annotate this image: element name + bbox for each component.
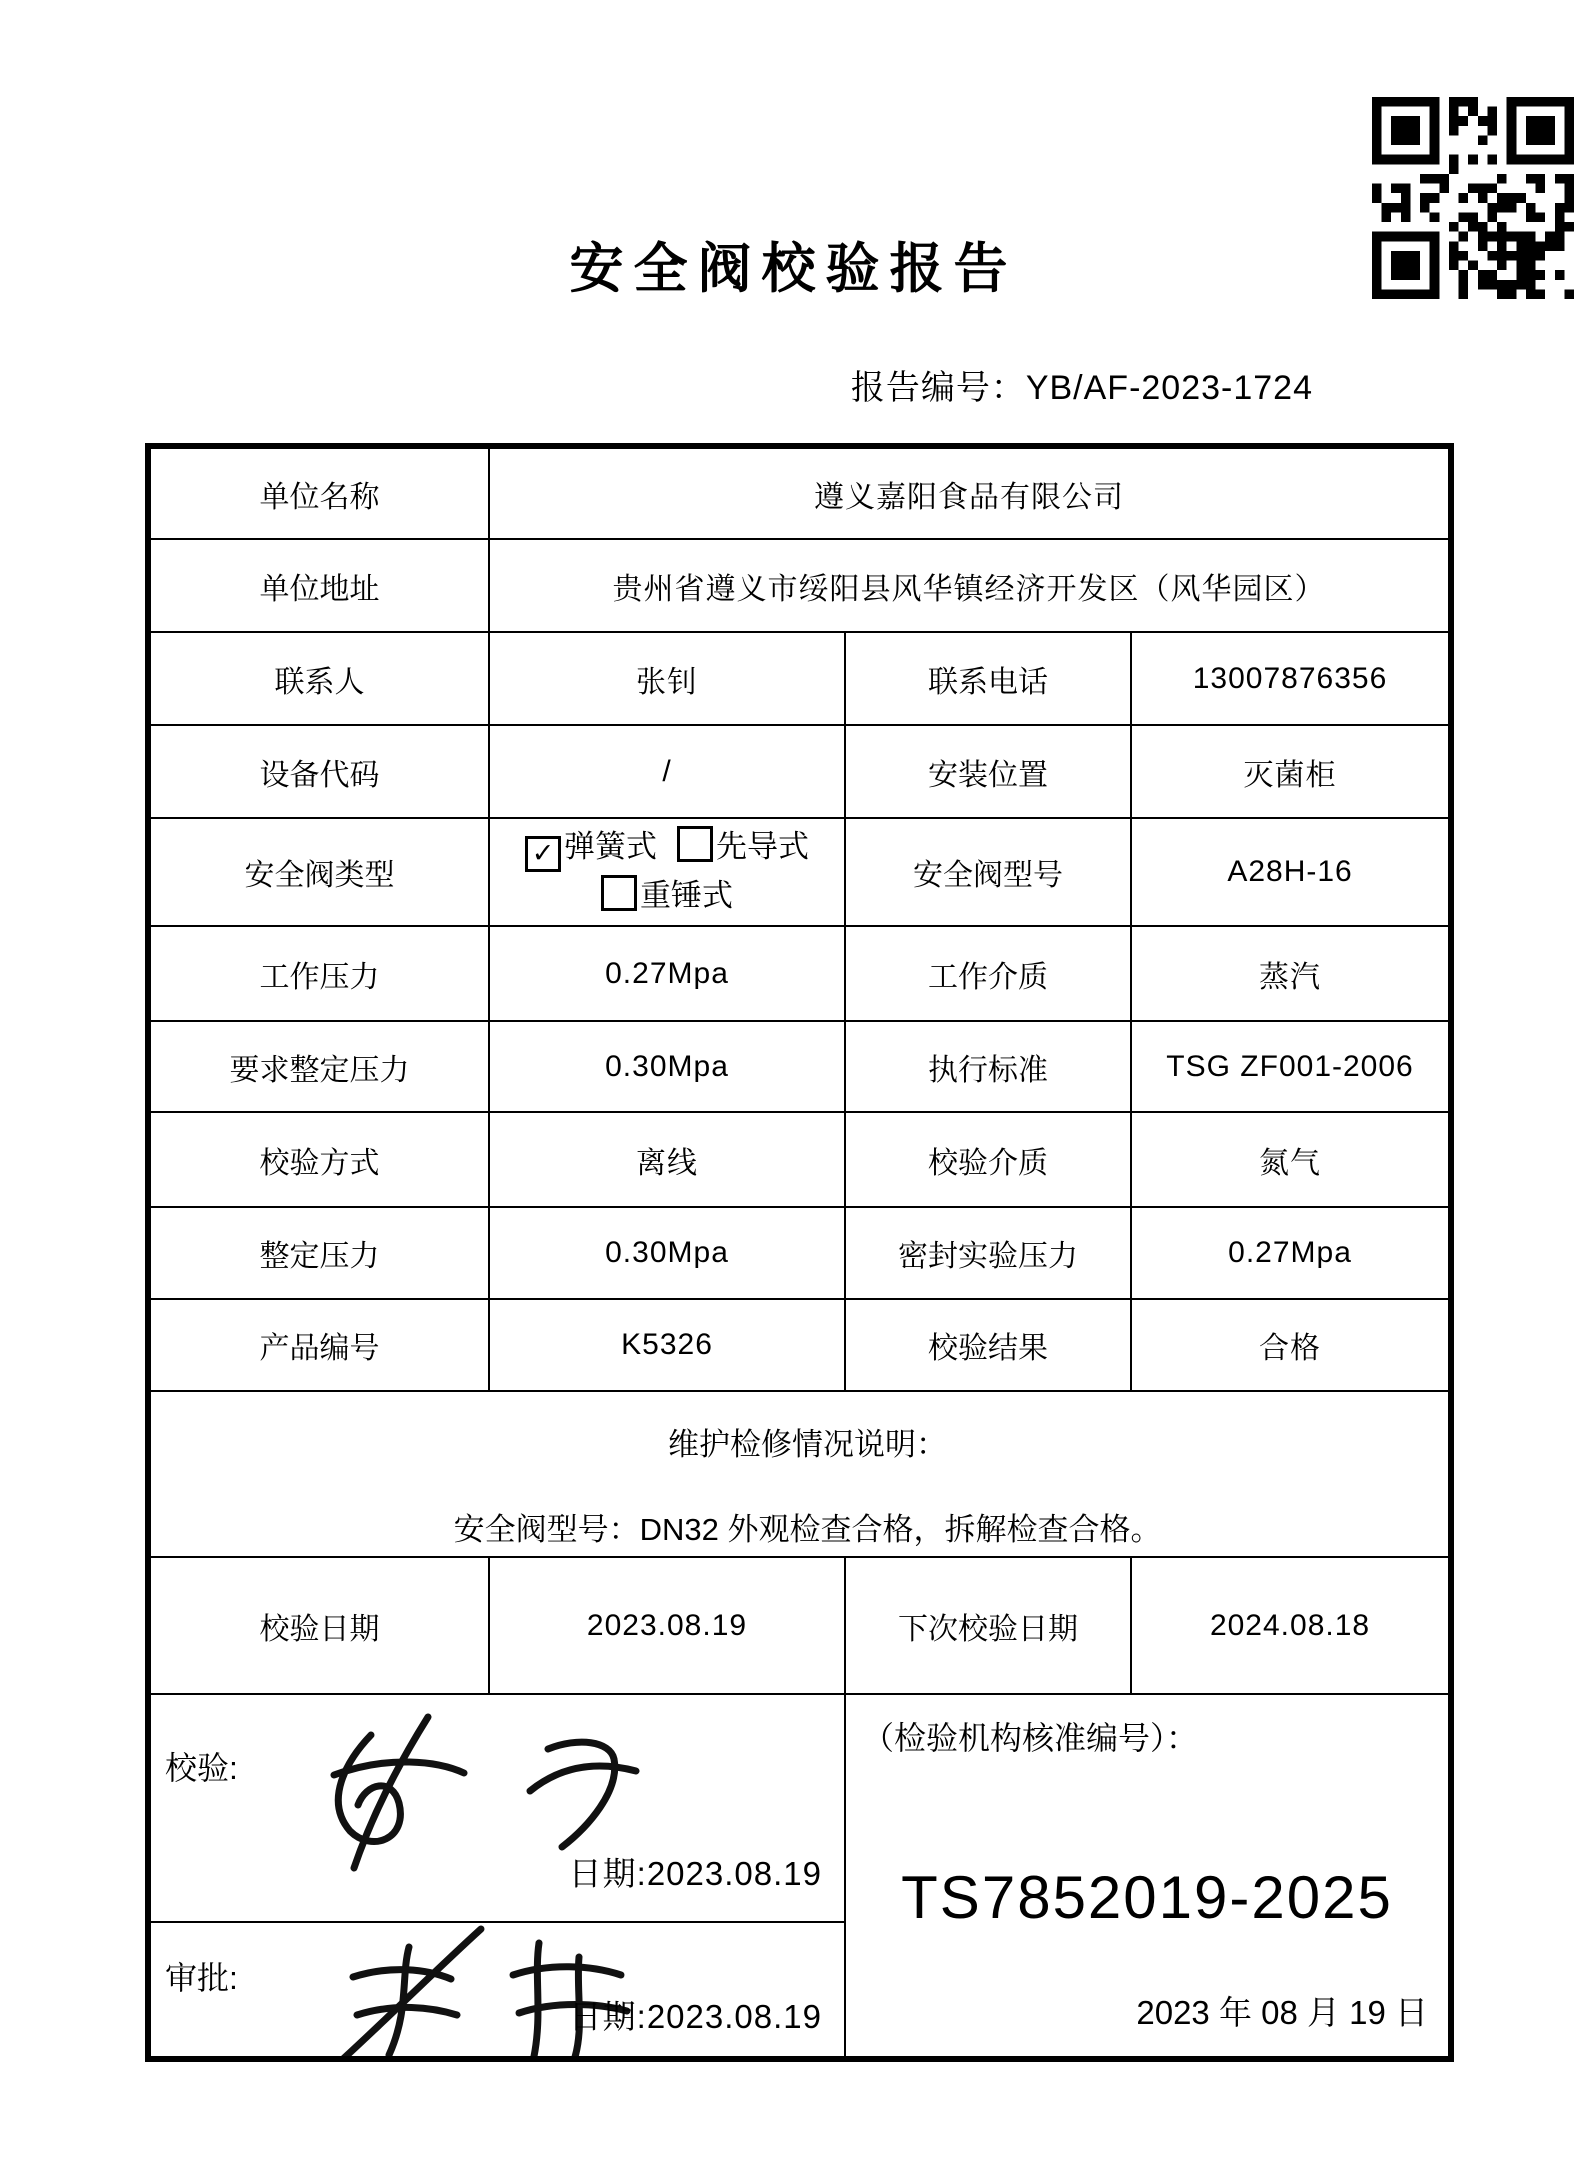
report-number <box>851 360 1313 409</box>
approver-signature-cell <box>148 1922 845 2059</box>
checkbox-pilot-type-label: 先导式 <box>716 829 809 864</box>
calibrator-signature-cell <box>148 1694 845 1922</box>
field-install-location-label: 安装位置 <box>845 725 1131 818</box>
field-valve-type-options <box>489 818 845 926</box>
field-standard-label: 执行标准 <box>845 1021 1131 1112</box>
field-install-location-value: 灭菌柜 <box>1131 725 1451 818</box>
calibrator-date-value: 2023.08.19 <box>646 1855 822 1892</box>
field-working-medium-value: 蒸汽 <box>1131 926 1451 1021</box>
field-working-medium-label: 工作介质 <box>845 926 1131 1021</box>
row-unit-address <box>148 539 1451 632</box>
report-number-value: YB/AF-2023-1724 <box>1025 369 1313 407</box>
org-code-value: TS7852019-2025 <box>901 1864 1393 1931</box>
field-phone-label: 联系电话 <box>845 632 1131 725</box>
checkbox-lever-type <box>601 872 733 920</box>
calibrator-label: 校验: <box>165 1750 238 1786</box>
approver-date-label: 日期: <box>568 1998 647 2035</box>
field-calibration-date-label: 校验日期 <box>148 1557 489 1694</box>
field-device-code-value: / <box>489 725 845 818</box>
field-working-pressure-label: 工作压力 <box>148 926 489 1021</box>
checkbox-lever-type-label: 重锤式 <box>640 878 733 913</box>
row-calibration-date <box>148 1557 1451 1694</box>
row-maintenance-note <box>148 1391 1451 1557</box>
report-title: 安全阀校验报告 <box>569 236 1018 300</box>
maintenance-note-content: 安全阀型号：DN32 外观检查合格，拆解检查合格。 <box>453 1512 1162 1547</box>
report-table <box>145 443 1454 2062</box>
field-calibration-medium-value: 氮气 <box>1131 1112 1451 1207</box>
field-calibration-method-value: 离线 <box>489 1112 845 1207</box>
field-seal-test-pressure-label: 密封实验压力 <box>845 1207 1131 1299</box>
valve-type-option-line2 <box>490 872 844 921</box>
row-product-no <box>148 1299 1451 1391</box>
approver-label: 审批: <box>165 1960 238 1996</box>
field-contact-value: 张钊 <box>489 632 845 725</box>
calibrator-date-label: 日期: <box>568 1855 647 1892</box>
checkbox-unchecked-icon <box>677 826 713 862</box>
valve-type-option-line1 <box>490 823 844 872</box>
field-device-code-label: 设备代码 <box>148 725 489 818</box>
field-product-no-label: 产品编号 <box>148 1299 489 1391</box>
field-calibration-medium-label: 校验介质 <box>845 1112 1131 1207</box>
field-contact-label: 联系人 <box>148 632 489 725</box>
field-unit-address-label: 单位地址 <box>148 539 489 632</box>
checkbox-unchecked-icon <box>601 875 637 911</box>
field-set-pressure-value: 0.30Mpa <box>489 1207 845 1299</box>
field-set-pressure-label: 整定压力 <box>148 1207 489 1299</box>
field-unit-name-value: 遵义嘉阳食品有限公司 <box>489 446 1451 539</box>
row-working-pressure <box>148 926 1451 1021</box>
field-next-calibration-date-label: 下次校验日期 <box>845 1557 1131 1694</box>
row-calibration-method <box>148 1112 1451 1207</box>
row-required-set-pressure <box>148 1021 1451 1112</box>
field-calibration-date-value: 2023.08.19 <box>489 1557 845 1694</box>
row-contact <box>148 632 1451 725</box>
field-valve-model-label: 安全阀型号 <box>845 818 1131 926</box>
field-unit-name-label: 单位名称 <box>148 446 489 539</box>
field-working-pressure-value: 0.27Mpa <box>489 926 845 1021</box>
approver-date <box>569 1991 822 2038</box>
row-set-pressure <box>148 1207 1451 1299</box>
field-required-set-pressure-value: 0.30Mpa <box>489 1021 845 1112</box>
maintenance-note-cell <box>148 1391 1451 1557</box>
report-number-label: 报告编号： <box>850 369 1026 407</box>
field-standard-value: TSG ZF001-2006 <box>1131 1021 1451 1112</box>
field-phone-value: 13007876356 <box>1131 632 1451 725</box>
inspection-org-cell <box>845 1694 1451 2059</box>
approver-date-value: 2023.08.19 <box>646 1998 822 2035</box>
field-calibration-method-label: 校验方式 <box>148 1112 489 1207</box>
field-seal-test-pressure-value: 0.27Mpa <box>1131 1207 1451 1299</box>
checkbox-pilot-type <box>677 823 809 871</box>
org-code-label: （检验机构核准编号）： <box>862 1720 1199 1756</box>
checkbox-spring-type-label: 弹簧式 <box>564 829 657 864</box>
field-calibration-result-label: 校验结果 <box>845 1299 1131 1391</box>
row-valve-type <box>148 818 1451 926</box>
field-calibration-result-value: 合格 <box>1131 1299 1451 1391</box>
field-valve-model-value: A28H-16 <box>1131 818 1451 926</box>
checkbox-checked-icon: ✓ <box>525 836 561 872</box>
maintenance-note-title: 维护检修情况说明： <box>668 1427 948 1462</box>
issue-date: 2023 年 08 月 19 日 <box>1136 1994 1429 2031</box>
field-product-no-value: K5326 <box>489 1299 845 1391</box>
field-next-calibration-date-value: 2024.08.18 <box>1131 1557 1451 1694</box>
row-calibrator-signature <box>148 1694 1451 1922</box>
row-device <box>148 725 1451 818</box>
field-valve-type-label: 安全阀类型 <box>148 818 489 926</box>
field-required-set-pressure-label: 要求整定压力 <box>148 1021 489 1112</box>
field-unit-address-value: 贵州省遵义市绥阳县风华镇经济开发区（风华园区） <box>489 539 1451 632</box>
row-unit-name <box>148 446 1451 539</box>
calibrator-date <box>569 1848 822 1895</box>
checkbox-spring-type <box>525 823 657 872</box>
